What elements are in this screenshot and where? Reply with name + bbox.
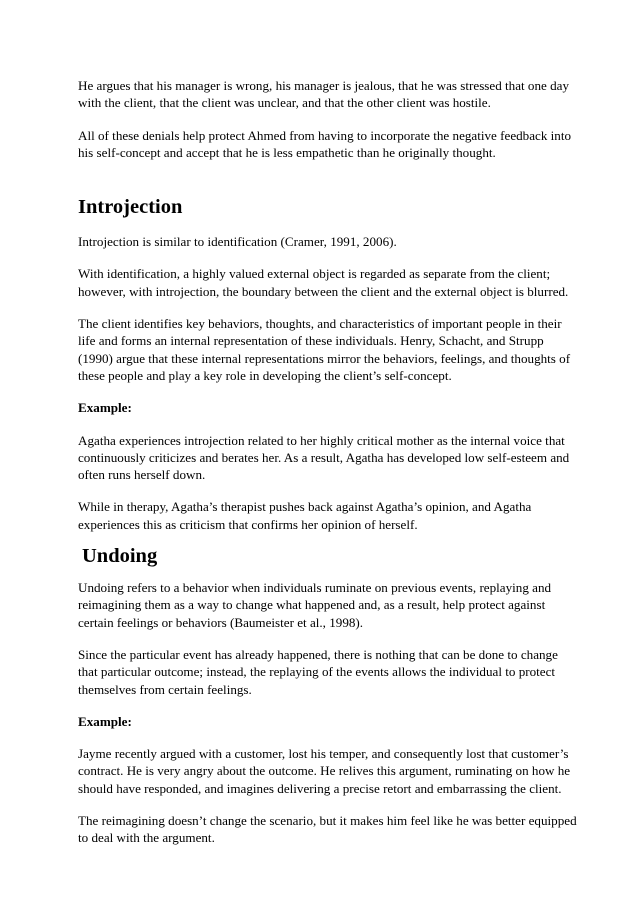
paragraph-undoing-conclusion: The reimagining doesn’t change the scenario, but it makes him feel like he was better equipped to deal with the argument.	[78, 813, 577, 846]
paragraph-introjection-therapy: While in therapy, Agatha’s therapist pushes back against Agatha’s opinion, and Agatha experiences this as criticism that confirms her opinion of herself.	[78, 499, 532, 532]
paragraph-undoing-example: Jayme recently argued with a customer, lost his temper, and consequently lost that customer’s contract. He is very angry about the outcome. He relives this argument, ruminating on how he should have responded, and imagines delivering a precise retort and embarrassing the client.	[78, 746, 571, 796]
paragraph-undoing-definition: Undoing refers to a behavior when individuals ruminate on previous events, replaying and reimagining them as a way to change what happened and, as a result, help protect against certain feelings or behaviors (Baumeister et al., 1998).	[78, 580, 552, 630]
paragraph-introjection-example: Agatha experiences introjection related to her highly critical mother as the internal voice that continuously criticizes and berates her. As a result, Agatha has developed low self-esteem and often runs herself down.	[78, 432, 570, 483]
paragraph-introjection-identification: With identification, a highly valued external object is regarded as separate from the client; however, with introjection, the boundary between the client and the external object is blurred.	[78, 266, 569, 299]
paragraph-undoing-explanation: Since the particular event has already happened, there is nothing that can be done to change that particular outcome; instead, the replaying of the events allows the individual to protect themselves from certain feelings.	[78, 646, 558, 697]
example-label-introjection: Example:	[78, 400, 132, 416]
paragraph-introjection-representation: The client identifies key behaviors, thoughts, and characteristics of important people in their life and forms an internal representation of these individuals. Henry, Schacht, and Strupp (1990) argue that these internal representations mirror the behaviors, feelings, and thoughts of these people and play a key role in developing the client’s self-concept.	[78, 316, 571, 383]
heading-introjection: Introjection	[78, 196, 183, 219]
paragraph-denials-arguments: He argues that his manager is wrong, his manager is jealous, that he was stressed that one day with the client, that the client was unclear, and that the other client was hostile.	[78, 78, 570, 111]
heading-undoing: Undoing	[82, 545, 158, 568]
example-label-undoing: Example:	[78, 713, 132, 729]
document-page	[78, 77, 578, 862]
paragraph-introjection-definition: Introjection is similar to identification (Cramer, 1991, 2006).	[78, 234, 397, 250]
paragraph-denials-summary: All of these denials help protect Ahmed from having to incorporate the negative feedback into his self-concept and accept that he is less empathetic than he originally thought.	[78, 127, 572, 160]
